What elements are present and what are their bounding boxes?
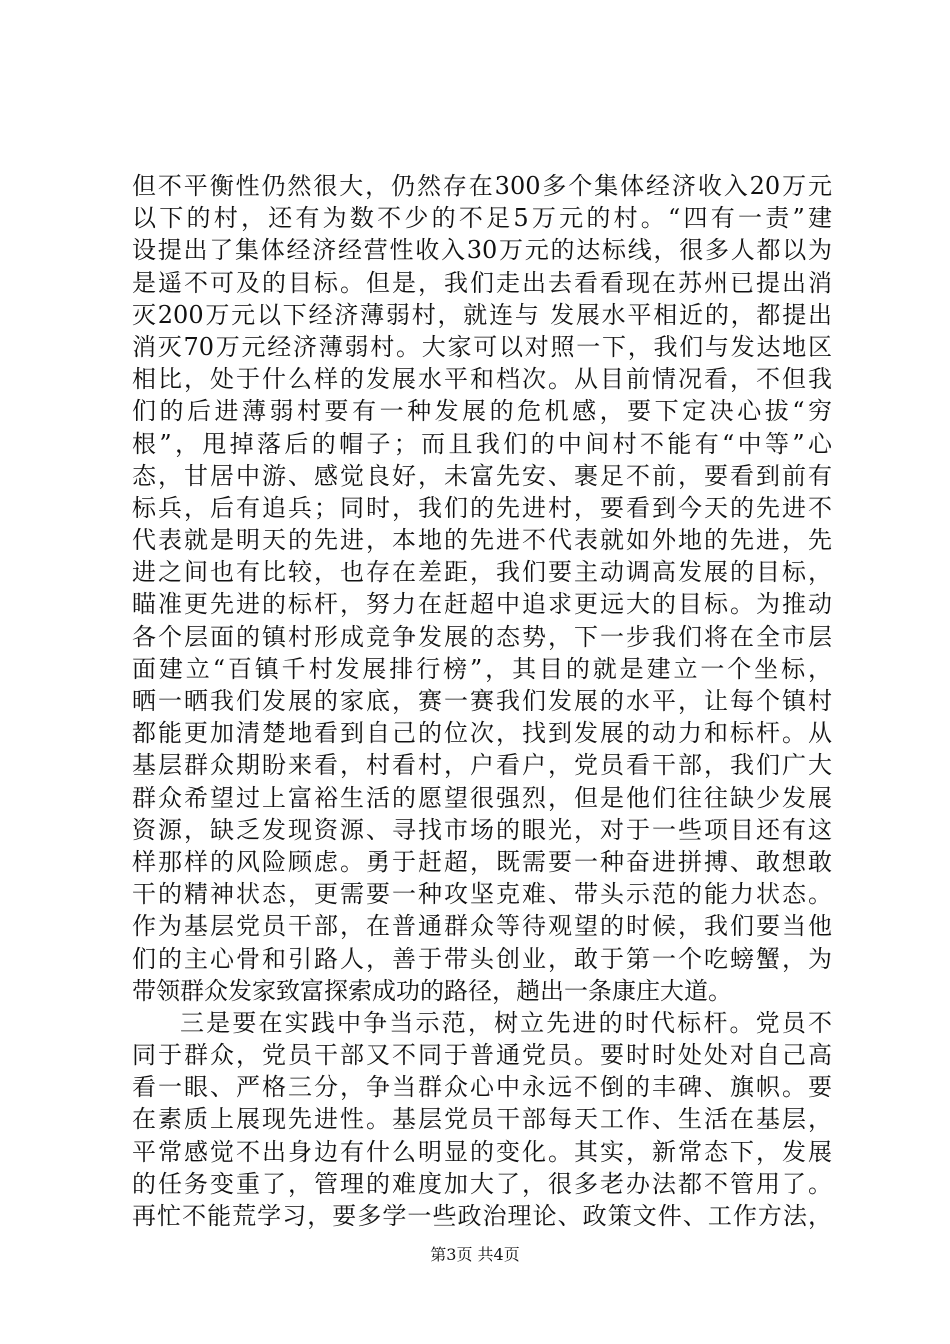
text-line: 各个层面的镇村形成竞争发展的态势，下一步我们将在全市层 xyxy=(132,622,832,651)
text-line: 样那样的风险顾虑。勇于赶超，既需要一种奋进拼搏、敢想敢 xyxy=(132,847,832,876)
text-line: 态，甘居中游、感觉良好，未富先安、裹足不前，要看到前有 xyxy=(132,461,832,490)
text-line: 基层群众期盼来看，村看村，户看户，党员看干部，我们广大 xyxy=(132,751,832,780)
text-line: 相比，处于什么样的发展水平和档次。从目前情况看，不但我 xyxy=(132,365,832,394)
page-number-footer: 第3页 共4页 xyxy=(430,1245,520,1264)
text-line: 以下的村，还有为数不少的不足5万元的村。“四有一责”建 xyxy=(132,204,832,233)
text-line: 根”，甩掉落后的帽子；而且我们的中间村不能有“中等”心 xyxy=(132,429,832,458)
body-text xyxy=(132,170,832,1232)
text-line: 代表就是明天的先进，本地的先进不代表就如外地的先进，先 xyxy=(132,526,832,555)
paragraph-start-line: 三是要在实践中争当示范，树立先进的时代标杆。党员不 xyxy=(180,1008,832,1037)
text-line: 们的后进薄弱村要有一种发展的危机感，要下定决心拔“穷 xyxy=(132,397,832,426)
text-line: 消灭70万元经济薄弱村。大家可以对照一下，我们与发达地区 xyxy=(132,332,832,361)
text-line: 们的主心骨和引路人，善于带头创业，敢于第一个吃螃蟹，为 xyxy=(132,944,832,973)
text-line: 标兵，后有追兵；同时，我们的先进村，要看到今天的先进不 xyxy=(132,493,832,522)
text-line: 群众希望过上富裕生活的愿望很强烈，但是他们往往缺少发展 xyxy=(132,783,832,812)
text-line: 瞄准更先进的标杆，努力在赶超中追求更远大的目标。为推动 xyxy=(132,590,832,619)
text-line: 但不平衡性仍然很大，仍然存在300多个集体经济收入20万元 xyxy=(132,172,832,200)
text-line: 平常感觉不出身边有什么明显的变化。其实，新常态下，发展 xyxy=(132,1137,832,1166)
text-line: 作为基层党员干部，在普通群众等待观望的时候，我们要当他 xyxy=(132,912,832,941)
paragraph-end-line: 带领群众发家致富探索成功的路径，趟出一条康庄大道。 xyxy=(132,976,732,1005)
text-line: 资源，缺乏发现资源、寻找市场的眼光，对于一些项目还有这 xyxy=(132,815,832,844)
text-line: 同于群众，党员干部又不同于普通党员。要时时处处对自己高 xyxy=(132,1041,832,1070)
text-line: 面建立“百镇千村发展排行榜”，其目的就是建立一个坐标， xyxy=(132,654,832,683)
text-line: 在素质上展现先进性。基层党员干部每天工作、生活在基层， xyxy=(132,1105,832,1134)
text-line: 都能更加清楚地看到自己的位次，找到发展的动力和标杆。从 xyxy=(132,719,832,748)
text-line: 干的精神状态，更需要一种攻坚克难、带头示范的能力状态。 xyxy=(132,880,832,909)
text-line: 灭200万元以下经济薄弱村，就连与 发展水平相近的，都提出 xyxy=(132,300,832,329)
text-line: 设提出了集体经济经营性收入30万元的达标线，很多人都以为 xyxy=(132,236,832,265)
text-line: 再忙不能荒学习，要多学一些政治理论、政策文件、工作方法， xyxy=(132,1202,832,1230)
text-line: 看一眼、严格三分，争当群众心中永远不倒的丰碑、旗帜。要 xyxy=(132,1073,832,1102)
text-line: 晒一晒我们发展的家底，赛一赛我们发展的水平，让每个镇村 xyxy=(132,687,832,715)
text-line: 的任务变重了，管理的难度加大了，很多老办法都不管用了。 xyxy=(132,1169,832,1198)
text-line: 是遥不可及的目标。但是，我们走出去看看现在苏州已提出消 xyxy=(132,268,832,297)
text-line: 进之间也有比较，也存在差距，我们要主动调高发展的目标， xyxy=(132,558,832,587)
